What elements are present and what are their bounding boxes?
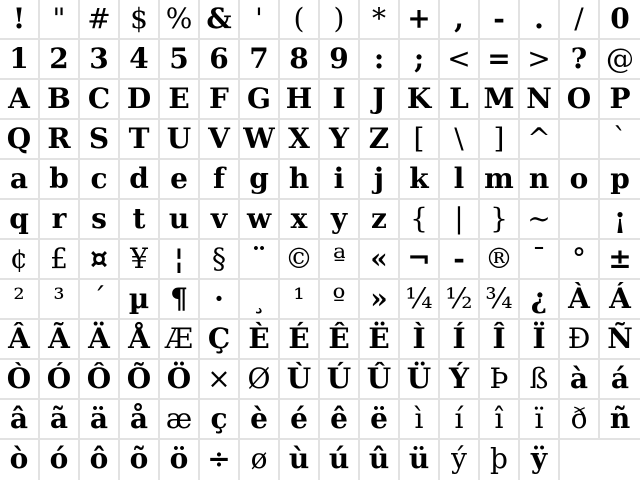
glyph-cell[interactable]: s bbox=[80, 200, 120, 240]
glyph-cell[interactable]: ¾ bbox=[480, 280, 520, 320]
glyph-cell[interactable]: N bbox=[520, 80, 560, 120]
glyph-row bbox=[0, 80, 640, 120]
glyph-cell[interactable]: n bbox=[520, 160, 560, 200]
glyph-cell[interactable]: ~ bbox=[520, 200, 560, 240]
glyph-cell[interactable]: 5 bbox=[160, 40, 200, 80]
glyph-cell[interactable]: 8 bbox=[280, 40, 320, 80]
glyph-cell[interactable]: ö bbox=[160, 440, 200, 480]
glyph-cell[interactable]: Û bbox=[360, 360, 400, 400]
glyph-cell[interactable]: w bbox=[240, 200, 280, 240]
glyph-cell[interactable]: g bbox=[240, 160, 280, 200]
glyph-row bbox=[0, 120, 640, 160]
glyph-cell[interactable]: ¨ bbox=[240, 240, 280, 280]
glyph-cell[interactable]: ß bbox=[520, 360, 560, 400]
glyph-cell[interactable]: Ü bbox=[400, 360, 440, 400]
glyph-cell[interactable]: W bbox=[240, 120, 280, 160]
glyph-cell[interactable]: Z bbox=[360, 120, 400, 160]
glyph-cell[interactable]: ` bbox=[600, 120, 640, 160]
glyph-cell[interactable]: y bbox=[320, 200, 360, 240]
glyph-cell[interactable]: 7 bbox=[240, 40, 280, 80]
glyph-cell[interactable]: § bbox=[200, 240, 240, 280]
glyph-cell[interactable]: É bbox=[280, 320, 320, 360]
glyph-cell[interactable]: Ç bbox=[200, 320, 240, 360]
glyph-cell[interactable]: Ð bbox=[560, 320, 600, 360]
glyph-row bbox=[0, 200, 640, 240]
glyph-cell[interactable]: ã bbox=[40, 400, 80, 440]
glyph-cell[interactable]: £ bbox=[40, 240, 80, 280]
glyph-cell[interactable]: X bbox=[280, 120, 320, 160]
glyph-cell[interactable]: ù bbox=[280, 440, 320, 480]
glyph-cell[interactable]: ¶ bbox=[160, 280, 200, 320]
glyph-cell[interactable]: 1 bbox=[0, 40, 40, 80]
glyph-cell[interactable]: = bbox=[480, 40, 520, 80]
glyph-cell[interactable]: Ò bbox=[0, 360, 40, 400]
glyph-cell[interactable]: ¼ bbox=[400, 280, 440, 320]
glyph-cell[interactable]: à bbox=[560, 360, 600, 400]
glyph-cell[interactable]: : bbox=[360, 40, 400, 80]
glyph-cell[interactable]: l bbox=[440, 160, 480, 200]
glyph-cell[interactable]: % bbox=[160, 0, 200, 40]
glyph-cell[interactable]: B bbox=[40, 80, 80, 120]
glyph-row bbox=[0, 0, 640, 40]
glyph-cell[interactable]: k bbox=[400, 160, 440, 200]
absent-cell bbox=[560, 440, 600, 480]
glyph-cell[interactable]: ® bbox=[480, 240, 520, 280]
glyph-cell[interactable]: ¬ bbox=[400, 240, 440, 280]
glyph-cell[interactable]: Æ bbox=[160, 320, 200, 360]
glyph-cell[interactable]: m bbox=[480, 160, 520, 200]
glyph-cell[interactable]: Ã bbox=[40, 320, 80, 360]
glyph-cell[interactable]: Õ bbox=[120, 360, 160, 400]
glyph-cell[interactable]: å bbox=[120, 400, 160, 440]
glyph-cell[interactable]: 6 bbox=[200, 40, 240, 80]
glyph-cell[interactable]: @ bbox=[600, 40, 640, 80]
glyph-cell[interactable]: ¡ bbox=[600, 200, 640, 240]
glyph-cell[interactable]: K bbox=[400, 80, 440, 120]
glyph-cell[interactable]: ä bbox=[80, 400, 120, 440]
glyph-cell[interactable]: - bbox=[480, 0, 520, 40]
glyph-cell[interactable]: V bbox=[200, 120, 240, 160]
glyph-cell[interactable]: ï bbox=[520, 400, 560, 440]
glyph-cell[interactable]: / bbox=[560, 0, 600, 40]
glyph-cell[interactable]: t bbox=[120, 200, 160, 240]
glyph-cell[interactable]: h bbox=[280, 160, 320, 200]
glyph-cell[interactable]: Å bbox=[120, 320, 160, 360]
glyph-cell[interactable]: ¹ bbox=[280, 280, 320, 320]
glyph-cell[interactable]: ê bbox=[320, 400, 360, 440]
glyph-cell[interactable]: e bbox=[160, 160, 200, 200]
glyph-cell[interactable]: a bbox=[0, 160, 40, 200]
glyph-cell[interactable]: × bbox=[200, 360, 240, 400]
glyph-cell[interactable]: 3 bbox=[80, 40, 120, 80]
glyph-cell[interactable]: À bbox=[560, 280, 600, 320]
glyph-cell[interactable]: ¢ bbox=[0, 240, 40, 280]
glyph-cell[interactable]: Ì bbox=[400, 320, 440, 360]
glyph-cell[interactable]: Ø bbox=[240, 360, 280, 400]
glyph-cell[interactable]: Y bbox=[320, 120, 360, 160]
glyph-row bbox=[0, 40, 640, 80]
glyph-cell[interactable]: d bbox=[120, 160, 160, 200]
glyph-cell[interactable]: } bbox=[480, 200, 520, 240]
glyph-cell[interactable]: Ô bbox=[80, 360, 120, 400]
glyph-cell[interactable]: S bbox=[80, 120, 120, 160]
glyph-cell[interactable]: ó bbox=[40, 440, 80, 480]
glyph-cell[interactable]: Ï bbox=[520, 320, 560, 360]
glyph-row bbox=[0, 360, 640, 400]
glyph-cell[interactable]: p bbox=[600, 160, 640, 200]
glyph-cell[interactable]: ¤ bbox=[80, 240, 120, 280]
glyph-cell[interactable]: x bbox=[280, 200, 320, 240]
glyph-cell[interactable]: Þ bbox=[480, 360, 520, 400]
glyph-cell[interactable]: M bbox=[480, 80, 520, 120]
glyph-cell[interactable]: A bbox=[0, 80, 40, 120]
glyph-cell[interactable]: o bbox=[560, 160, 600, 200]
glyph-cell[interactable]: q bbox=[0, 200, 40, 240]
glyph-cell[interactable]: ) bbox=[320, 0, 360, 40]
glyph-row bbox=[0, 440, 640, 480]
glyph-cell[interactable]: f bbox=[200, 160, 240, 200]
glyph-cell[interactable]: ü bbox=[400, 440, 440, 480]
glyph-cell[interactable]: · bbox=[200, 280, 240, 320]
glyph-cell[interactable]: \ bbox=[440, 120, 480, 160]
glyph-cell[interactable]: H bbox=[280, 80, 320, 120]
glyph-cell[interactable]: Á bbox=[600, 280, 640, 320]
glyph-cell[interactable]: F bbox=[200, 80, 240, 120]
glyph-cell[interactable]: & bbox=[200, 0, 240, 40]
glyph-cell[interactable]: ³ bbox=[40, 280, 80, 320]
glyph-cell[interactable]: ½ bbox=[440, 280, 480, 320]
glyph-cell[interactable]: j bbox=[360, 160, 400, 200]
glyph-cell[interactable]: ² bbox=[0, 280, 40, 320]
glyph-cell[interactable]: ? bbox=[560, 40, 600, 80]
glyph-cell[interactable]: ¸ bbox=[240, 280, 280, 320]
empty-glyph-cell bbox=[560, 200, 600, 240]
glyph-cell[interactable]: ÷ bbox=[200, 440, 240, 480]
glyph-cell[interactable]: ñ bbox=[600, 400, 640, 440]
glyph-cell[interactable]: # bbox=[80, 0, 120, 40]
glyph-cell[interactable]: ´ bbox=[80, 280, 120, 320]
glyph-cell[interactable]: ô bbox=[80, 440, 120, 480]
glyph-cell[interactable]: Ë bbox=[360, 320, 400, 360]
glyph-cell[interactable]: Ê bbox=[320, 320, 360, 360]
empty-glyph-cell bbox=[560, 120, 600, 160]
glyph-cell[interactable]: " bbox=[40, 0, 80, 40]
glyph-cell[interactable]: v bbox=[200, 200, 240, 240]
glyph-cell[interactable]: Î bbox=[480, 320, 520, 360]
glyph-cell[interactable]: î bbox=[480, 400, 520, 440]
glyph-cell[interactable]: - bbox=[440, 240, 480, 280]
glyph-cell[interactable]: ( bbox=[280, 0, 320, 40]
glyph-cell[interactable]: Í bbox=[440, 320, 480, 360]
glyph-cell[interactable]: ! bbox=[0, 0, 40, 40]
glyph-cell[interactable]: ÿ bbox=[520, 440, 560, 480]
glyph-cell[interactable]: Ä bbox=[80, 320, 120, 360]
glyph-cell[interactable]: > bbox=[520, 40, 560, 80]
glyph-cell[interactable]: Ý bbox=[440, 360, 480, 400]
glyph-cell[interactable]: ¥ bbox=[120, 240, 160, 280]
glyph-cell[interactable]: c bbox=[80, 160, 120, 200]
glyph-cell[interactable]: ; bbox=[400, 40, 440, 80]
glyph-cell[interactable]: * bbox=[360, 0, 400, 40]
glyph-cell[interactable]: û bbox=[360, 440, 400, 480]
glyph-cell[interactable]: U bbox=[160, 120, 200, 160]
glyph-cell[interactable]: 2 bbox=[40, 40, 80, 80]
glyph-cell[interactable]: u bbox=[160, 200, 200, 240]
glyph-cell[interactable]: « bbox=[360, 240, 400, 280]
glyph-cell[interactable]: J bbox=[360, 80, 400, 120]
glyph-row bbox=[0, 160, 640, 200]
glyph-cell[interactable]: õ bbox=[120, 440, 160, 480]
glyph-cell[interactable]: í bbox=[440, 400, 480, 440]
glyph-cell[interactable]: C bbox=[80, 80, 120, 120]
glyph-cell[interactable]: L bbox=[440, 80, 480, 120]
glyph-cell[interactable]: ð bbox=[560, 400, 600, 440]
glyph-row bbox=[0, 400, 640, 440]
glyph-cell[interactable]: , bbox=[440, 0, 480, 40]
glyph-cell[interactable]: I bbox=[320, 80, 360, 120]
glyph-cell[interactable]: { bbox=[400, 200, 440, 240]
glyph-cell[interactable]: ë bbox=[360, 400, 400, 440]
glyph-cell[interactable]: ç bbox=[200, 400, 240, 440]
glyph-cell[interactable]: ý bbox=[440, 440, 480, 480]
glyph-cell[interactable]: ¯ bbox=[520, 240, 560, 280]
glyph-cell[interactable]: Q bbox=[0, 120, 40, 160]
glyph-row bbox=[0, 280, 640, 320]
glyph-cell[interactable]: < bbox=[440, 40, 480, 80]
glyph-cell[interactable]: ú bbox=[320, 440, 360, 480]
glyph-row bbox=[0, 320, 640, 360]
glyph-cell[interactable]: P bbox=[600, 80, 640, 120]
glyph-cell[interactable]: é bbox=[280, 400, 320, 440]
glyph-cell[interactable]: [ bbox=[400, 120, 440, 160]
glyph-cell[interactable]: Ö bbox=[160, 360, 200, 400]
glyph-cell[interactable]: Ù bbox=[280, 360, 320, 400]
glyph-cell[interactable]: © bbox=[280, 240, 320, 280]
glyph-cell[interactable]: ' bbox=[240, 0, 280, 40]
glyph-cell[interactable]: + bbox=[400, 0, 440, 40]
glyph-cell[interactable]: T bbox=[120, 120, 160, 160]
glyph-cell[interactable]: Ó bbox=[40, 360, 80, 400]
glyph-row bbox=[0, 240, 640, 280]
glyph-cell[interactable]: 0 bbox=[600, 0, 640, 40]
glyph-cell[interactable]: þ bbox=[480, 440, 520, 480]
glyph-cell[interactable]: ì bbox=[400, 400, 440, 440]
glyph-cell[interactable]: ± bbox=[600, 240, 640, 280]
glyph-cell[interactable]: Ú bbox=[320, 360, 360, 400]
glyph-cell[interactable]: ° bbox=[560, 240, 600, 280]
glyph-cell[interactable]: ¿ bbox=[520, 280, 560, 320]
glyph-cell[interactable]: Â bbox=[0, 320, 40, 360]
glyph-cell[interactable]: 9 bbox=[320, 40, 360, 80]
glyph-cell[interactable]: z bbox=[360, 200, 400, 240]
glyph-cell[interactable]: µ bbox=[120, 280, 160, 320]
glyph-cell[interactable]: . bbox=[520, 0, 560, 40]
glyph-cell[interactable]: i bbox=[320, 160, 360, 200]
glyph-cell[interactable]: | bbox=[440, 200, 480, 240]
glyph-cell[interactable]: $ bbox=[120, 0, 160, 40]
absent-cell bbox=[600, 440, 640, 480]
glyph-cell[interactable]: è bbox=[240, 400, 280, 440]
glyph-cell[interactable]: æ bbox=[160, 400, 200, 440]
glyph-cell[interactable]: G bbox=[240, 80, 280, 120]
glyph-cell[interactable]: O bbox=[560, 80, 600, 120]
glyph-cell[interactable]: Ñ bbox=[600, 320, 640, 360]
glyph-cell[interactable]: á bbox=[600, 360, 640, 400]
glyph-cell[interactable]: ] bbox=[480, 120, 520, 160]
glyph-cell[interactable]: E bbox=[160, 80, 200, 120]
glyph-cell[interactable]: 4 bbox=[120, 40, 160, 80]
glyph-cell[interactable]: ^ bbox=[520, 120, 560, 160]
glyph-cell[interactable]: ¦ bbox=[160, 240, 200, 280]
glyph-cell[interactable]: b bbox=[40, 160, 80, 200]
glyph-cell[interactable]: â bbox=[0, 400, 40, 440]
glyph-cell[interactable]: r bbox=[40, 200, 80, 240]
glyph-cell[interactable]: ø bbox=[240, 440, 280, 480]
glyph-cell[interactable]: º bbox=[320, 280, 360, 320]
glyph-cell[interactable]: » bbox=[360, 280, 400, 320]
glyph-cell[interactable]: ª bbox=[320, 240, 360, 280]
glyph-cell[interactable]: R bbox=[40, 120, 80, 160]
glyph-cell[interactable]: È bbox=[240, 320, 280, 360]
glyph-cell[interactable]: ò bbox=[0, 440, 40, 480]
glyph-cell[interactable]: D bbox=[120, 80, 160, 120]
